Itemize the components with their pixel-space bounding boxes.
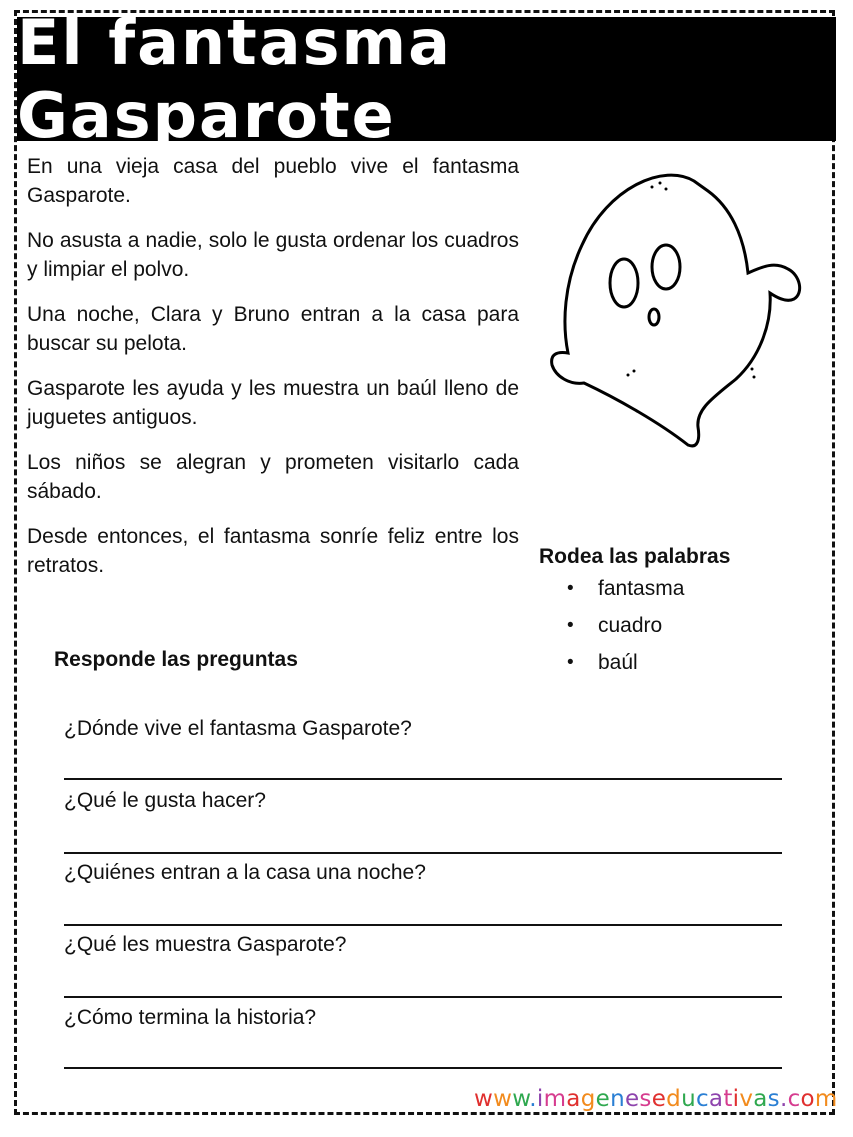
- question-text: ¿Qué les muestra Gasparote?: [64, 933, 347, 956]
- answer-line[interactable]: [64, 1067, 782, 1069]
- story-paragraph: En una vieja casa del pueblo vive el fantasma Gasparote.: [27, 155, 519, 207]
- story-paragraph: No asusta a nadie, solo le gusta ordenar los cuadros y limpiar el polvo.: [27, 229, 519, 281]
- question-text: ¿Qué le gusta hacer?: [64, 789, 266, 812]
- story-paragraph: Los niños se alegran y prometen visitarlo cada sábado.: [27, 451, 519, 503]
- words-section-title: Rodea las palabras: [539, 545, 731, 568]
- answer-line[interactable]: [64, 778, 782, 780]
- site-footer-url: www.imageneseducativas.com: [474, 1086, 838, 1112]
- story-paragraph: Gasparote les ayuda y les muestra un baúl lleno de juguetes antiguos.: [27, 377, 519, 429]
- list-item: [567, 648, 684, 685]
- questions-section-title: Responde las preguntas: [54, 648, 298, 671]
- word-label: baúl: [598, 651, 638, 674]
- page-title: El fantasma Gasparote: [17, 6, 452, 152]
- answer-line[interactable]: [64, 924, 782, 926]
- bullet: •: [567, 578, 574, 599]
- words-list: [567, 574, 684, 685]
- answer-line[interactable]: [64, 852, 782, 854]
- question-text: ¿Cómo termina la historia?: [64, 1006, 317, 1029]
- ghost-icon: [548, 165, 804, 450]
- word-label: fantasma: [598, 577, 685, 600]
- story-paragraph: Desde entonces, el fantasma sonríe feliz entre los retratos.: [27, 525, 519, 577]
- story-text: [27, 152, 519, 596]
- list-item: [567, 611, 684, 648]
- question-text: ¿Dónde vive el fantasma Gasparote?: [64, 717, 412, 740]
- title-banner: [17, 6, 836, 152]
- story-paragraph: Una noche, Clara y Bruno entran a la casa para buscar su pelota.: [27, 303, 519, 355]
- list-item: [567, 574, 684, 611]
- question-text: ¿Quiénes entran a la casa una noche?: [64, 861, 426, 884]
- bullet: •: [567, 615, 574, 636]
- word-label: cuadro: [598, 614, 663, 637]
- answer-line[interactable]: [64, 996, 782, 998]
- bullet: •: [567, 652, 574, 673]
